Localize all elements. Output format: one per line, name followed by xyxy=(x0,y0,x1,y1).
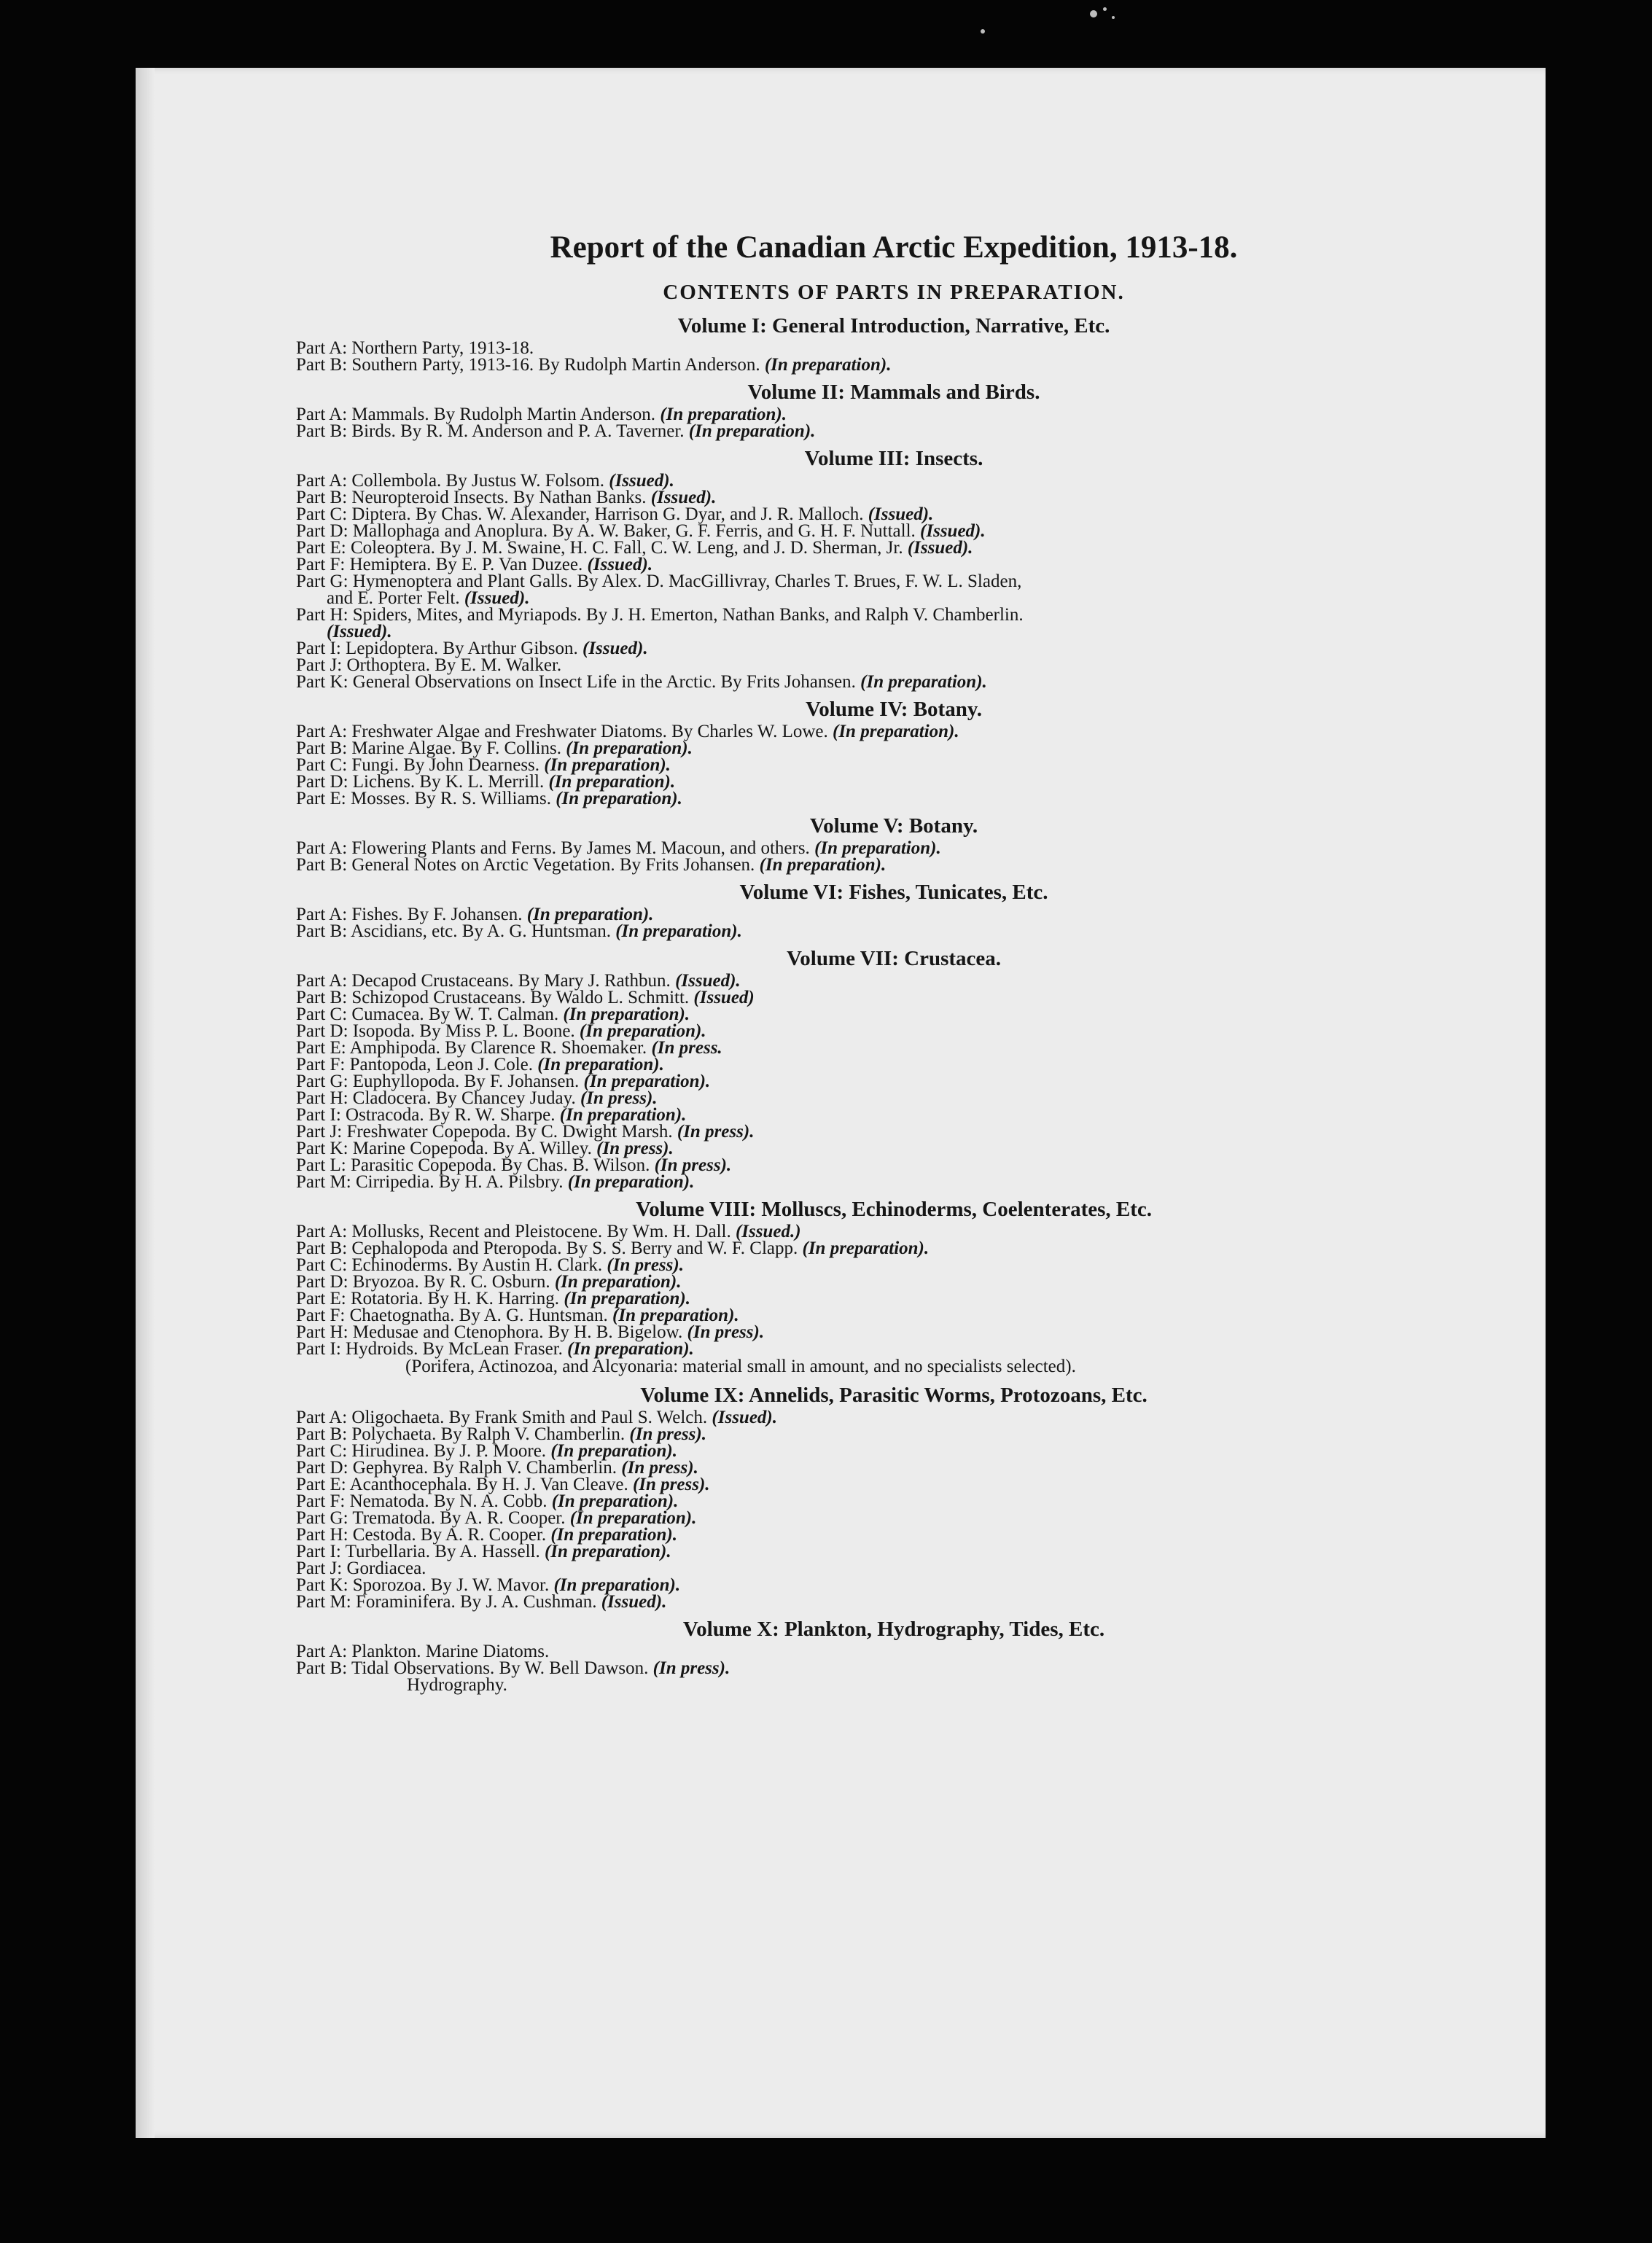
part-text: Mammals. By Rudolph Martin Anderson. xyxy=(351,405,656,424)
part-label: Part H: xyxy=(296,1088,348,1108)
part-label: Part B: xyxy=(296,921,348,941)
part-entry xyxy=(296,1257,1492,1273)
part-text: Freshwater Algae and Freshwater Diatoms. By Charles W. Lowe. xyxy=(351,722,828,741)
part-label: Part A: xyxy=(296,971,348,991)
part-label: Part A: xyxy=(296,405,348,424)
part-entry xyxy=(296,556,1492,573)
part-text: Trematoda. By A. R. Cooper. xyxy=(352,1508,566,1528)
volume-section xyxy=(296,879,1492,940)
part-text: Marine Algae. By F. Collins. xyxy=(351,738,561,758)
part-status: (In preparation). xyxy=(612,1306,739,1325)
part-label: Part D: xyxy=(296,1272,348,1292)
part-entry xyxy=(296,1039,1492,1056)
part-label: Part J: xyxy=(296,1559,343,1578)
part-status: (In preparation). xyxy=(537,1055,664,1074)
volume-title: Volume V: Botany. xyxy=(809,814,978,838)
volume-title: Volume IX: Annelids, Parasitic Worms, Protozoans, Etc. xyxy=(640,1384,1148,1407)
part-entry xyxy=(296,840,1492,857)
part-text: Cestoda. By A. R. Cooper. xyxy=(352,1525,547,1545)
part-text: Diptera. By Chas. W. Alexander, Harrison G. Dyar, and J. R. Malloch. xyxy=(351,504,864,524)
part-text: Freshwater Copepoda. By C. Dwight Marsh. xyxy=(346,1122,673,1142)
part-entry xyxy=(296,1090,1492,1107)
part-status: (In preparation). xyxy=(802,1238,930,1258)
part-text: Cephalopoda and Pteropoda. By S. S. Berry and W. F. Clapp. xyxy=(351,1238,798,1258)
part-entry xyxy=(296,1426,1492,1443)
part-entry xyxy=(296,1510,1492,1526)
part-label: Part G: xyxy=(296,1072,348,1091)
part-label: Part M: xyxy=(296,1172,351,1192)
part-status: (In press. xyxy=(651,1038,722,1058)
part-status: (In preparation). xyxy=(615,921,742,941)
part-status: (In preparation). xyxy=(583,1072,711,1091)
part-entry xyxy=(296,757,1492,773)
part-status: (In press). xyxy=(654,1155,732,1175)
part-label: Part C: xyxy=(296,755,348,775)
part-text: Northern Party, 1913-18. xyxy=(351,338,534,358)
part-label: Part J: xyxy=(296,655,343,675)
part-status: (In preparation). xyxy=(554,1272,682,1292)
part-status: (In preparation). xyxy=(759,855,887,875)
part-label: Part I: xyxy=(296,639,341,658)
part-text: Marine Copepoda. By A. Willey. xyxy=(352,1139,592,1158)
part-text: Hemiptera. By E. P. Van Duzee. xyxy=(349,555,583,574)
part-label: Part A: xyxy=(296,1408,348,1427)
part-entry xyxy=(296,1174,1492,1190)
part-entry xyxy=(296,640,1492,657)
part-label: Part K: xyxy=(296,672,348,692)
volume-section xyxy=(296,1382,1492,1610)
part-entry xyxy=(296,1157,1492,1174)
part-entry xyxy=(296,406,1492,423)
part-entry xyxy=(296,1273,1492,1290)
part-entry xyxy=(296,1006,1492,1023)
part-status: (Issued) xyxy=(693,988,755,1007)
part-label: Part F: xyxy=(296,1306,346,1325)
part-status: (In preparation). xyxy=(764,355,892,375)
part-status: (In press). xyxy=(632,1475,710,1494)
part-status: (In press). xyxy=(621,1458,698,1478)
part-entry xyxy=(296,923,1492,940)
part-text: Tidal Observations. By W. Bell Dawson. xyxy=(351,1658,649,1678)
volume-section xyxy=(296,696,1492,807)
part-text: Mosses. By R. S. Williams. xyxy=(351,789,551,808)
volume-title: Volume X: Plankton, Hydrography, Tides, Etc. xyxy=(682,1618,1105,1641)
part-entry xyxy=(296,1023,1492,1039)
part-label: Part B: xyxy=(296,488,348,507)
part-status: (In preparation). xyxy=(688,421,816,441)
part-label: Part J: xyxy=(296,1122,343,1142)
part-entry xyxy=(296,1577,1492,1593)
part-text: Turbellaria. By A. Hassell. xyxy=(345,1542,540,1561)
part-text: Isopoda. By Miss P. L. Boone. xyxy=(352,1021,575,1041)
part-status: (In press). xyxy=(652,1658,730,1678)
volume-title: Volume VII: Crustacea. xyxy=(786,947,1002,970)
part-entry xyxy=(296,506,1492,523)
volume-section xyxy=(296,445,1492,690)
part-status: (Issued). xyxy=(601,1592,667,1612)
part-text: Cirripedia. By H. A. Pilsbry. xyxy=(355,1172,564,1192)
part-status: (Issued). xyxy=(907,538,973,558)
part-label: Part D: xyxy=(296,521,348,541)
part-entry xyxy=(296,674,1492,690)
volume-section xyxy=(296,313,1492,373)
part-entry xyxy=(296,1643,1492,1660)
part-status: (In preparation). xyxy=(567,1172,695,1192)
part-label: Part G: xyxy=(296,1508,348,1528)
part-text: Lichens. By K. L. Merrill. xyxy=(352,772,545,792)
part-status: (In preparation). xyxy=(550,1441,677,1461)
part-entry xyxy=(296,1476,1492,1493)
part-entry xyxy=(296,489,1492,506)
part-status: (Issued). xyxy=(675,971,741,991)
part-text: Southern Party, 1913-16. By Rudolph Martin Anderson. xyxy=(351,355,760,375)
part-label: Part A: xyxy=(296,722,348,741)
part-entry xyxy=(296,1073,1492,1090)
part-label: Part B: xyxy=(296,855,348,875)
scan-speck xyxy=(1103,7,1107,11)
document-page xyxy=(136,68,1546,2138)
part-entry xyxy=(296,1593,1492,1610)
part-text: Mallophaga and Anoplura. By A. W. Baker, G. F. Ferris, and G. H. F. Nuttall. xyxy=(352,521,916,541)
part-entry xyxy=(296,1290,1492,1307)
part-entry xyxy=(296,1543,1492,1560)
part-label: Part I: xyxy=(296,1105,341,1125)
part-status: (In preparation). xyxy=(567,1339,694,1359)
part-entry xyxy=(296,1341,1492,1357)
part-status: (In preparation). xyxy=(544,755,671,775)
volume-title: Volume III: Insects. xyxy=(804,447,983,470)
part-status: (Issued.) xyxy=(735,1222,801,1241)
part-status: (In preparation). xyxy=(548,772,676,792)
part-text: General Notes on Arctic Vegetation. By Frits Johansen. xyxy=(351,855,755,875)
part-label: Part I: xyxy=(296,1542,341,1561)
volume-title: Volume II: Mammals and Birds. xyxy=(747,381,1040,404)
part-text: General Observations on Insect Life in the Arctic. By Frits Johansen. xyxy=(352,672,856,692)
part-status: (In preparation). xyxy=(544,1542,671,1561)
part-status: (In preparation). xyxy=(556,789,682,808)
part-status: (In press). xyxy=(687,1322,765,1342)
part-status: (In preparation). xyxy=(814,838,941,858)
volume-title: Volume VI: Fishes, Tunicates, Etc. xyxy=(739,881,1048,904)
part-status: (In preparation). xyxy=(579,1021,706,1041)
part-text: Schizopod Crustaceans. By Waldo L. Schmitt. xyxy=(351,988,690,1007)
part-text: Ascidians, etc. By A. G. Huntsman. xyxy=(351,921,611,941)
part-text: Fishes. By F. Johansen. xyxy=(351,905,523,924)
part-entry xyxy=(296,539,1492,556)
part-continuation xyxy=(296,1677,1492,1693)
part-entry xyxy=(296,1493,1492,1510)
part-label: Part K: xyxy=(296,1575,348,1595)
part-label: Part A: xyxy=(296,905,348,924)
part-label: Part A: xyxy=(296,838,348,858)
part-label: Part C: xyxy=(296,1441,348,1461)
part-text: Nematoda. By N. A. Cobb. xyxy=(349,1491,548,1511)
part-text: Cladocera. By Chancey Juday. xyxy=(352,1088,576,1108)
part-entry xyxy=(296,1324,1492,1341)
part-status: (In preparation). xyxy=(660,405,787,424)
part-text: Gephyrea. By Ralph V. Chamberlin. xyxy=(352,1458,617,1478)
part-text: Spiders, Mites, and Myriapods. By J. H. Emerton, Nathan Banks, and Ralph V. Chamberlin. xyxy=(352,605,1024,625)
part-entry xyxy=(296,340,1492,356)
scan-speck xyxy=(1112,16,1115,19)
part-entry xyxy=(296,1140,1492,1157)
part-text: Foraminifera. By J. A. Cushman. xyxy=(355,1592,597,1612)
continuation-text: Hydrography. xyxy=(407,1675,507,1695)
part-text: Medusae and Ctenophora. By H. B. Bigelow. xyxy=(352,1322,683,1342)
part-entry xyxy=(296,1107,1492,1123)
part-text: Cumacea. By W. T. Calman. xyxy=(351,1005,559,1024)
part-text: Orthoptera. By E. M. Walker. xyxy=(346,655,562,675)
part-label: Part A: xyxy=(296,1222,348,1241)
part-text: Fungi. By John Dearness. xyxy=(351,755,540,775)
part-status: (Issued). xyxy=(868,504,934,524)
part-entry xyxy=(296,723,1492,740)
part-label: Part C: xyxy=(296,1255,348,1275)
part-entry xyxy=(296,523,1492,539)
volume-section xyxy=(296,1616,1492,1693)
part-entry xyxy=(296,790,1492,807)
part-status: (In preparation). xyxy=(569,1508,697,1528)
continuation-status: (Issued). xyxy=(327,622,392,641)
part-label: Part A: xyxy=(296,471,348,491)
part-entry xyxy=(296,1056,1492,1073)
part-text: Hymenoptera and Plant Galls. By Alex. D. MacGillivray, Charles T. Brues, F. W. L. Sladen, xyxy=(352,572,1022,591)
volume-title: Volume I: General Introduction, Narrative, Etc. xyxy=(677,314,1110,338)
part-status: (Issued). xyxy=(583,639,648,658)
part-label: Part E: xyxy=(296,1038,346,1058)
part-entry xyxy=(296,1443,1492,1459)
volumes-list xyxy=(296,313,1492,1693)
part-entry xyxy=(296,356,1492,373)
part-entry xyxy=(296,857,1492,873)
part-status: (In preparation). xyxy=(551,1491,679,1511)
volume-section xyxy=(296,1196,1492,1376)
part-text: Chaetognatha. By A. G. Huntsman. xyxy=(349,1306,608,1325)
part-label: Part M: xyxy=(296,1592,351,1612)
part-entry xyxy=(296,606,1492,623)
part-status: (In press). xyxy=(629,1424,706,1444)
part-text: Hydroids. By McLean Fraser. xyxy=(346,1339,563,1359)
part-label: Part H: xyxy=(296,1525,348,1545)
document-body xyxy=(296,227,1492,1693)
part-text: Flowering Plants and Ferns. By James M. Macoun, and others. xyxy=(351,838,810,858)
part-text: Gordiacea. xyxy=(346,1559,426,1578)
part-label: Part D: xyxy=(296,1458,348,1478)
part-status: (In press). xyxy=(596,1139,674,1158)
part-status: (Issued). xyxy=(712,1408,777,1427)
part-text: Lepidoptera. By Arthur Gibson. xyxy=(346,639,578,658)
part-label: Part F: xyxy=(296,555,346,574)
volume-section xyxy=(296,813,1492,873)
part-entry xyxy=(296,773,1492,790)
part-status: (In preparation). xyxy=(526,905,654,924)
part-text: Bryozoa. By R. C. Osburn. xyxy=(352,1272,550,1292)
part-entry xyxy=(296,1223,1492,1240)
part-continuation xyxy=(296,623,1492,640)
part-entry xyxy=(296,1459,1492,1476)
part-label: Part D: xyxy=(296,1021,348,1041)
document-subtitle: CONTENTS OF PARTS IN PREPARATION. xyxy=(663,281,1125,304)
part-label: Part B: xyxy=(296,355,348,375)
part-label: Part B: xyxy=(296,988,348,1007)
part-text: Echinoderms. By Austin H. Clark. xyxy=(351,1255,603,1275)
part-status: (In press). xyxy=(677,1122,755,1142)
part-text: Neuropteroid Insects. By Nathan Banks. xyxy=(351,488,647,507)
volume-note: (Porifera, Actinozoa, and Alcyonaria: material small in amount, and no specialists selected). xyxy=(405,1357,1076,1376)
part-text: Sporozoa. By J. W. Mavor. xyxy=(352,1575,550,1595)
part-entry xyxy=(296,573,1492,590)
part-entry xyxy=(296,906,1492,923)
part-status: (In preparation). xyxy=(860,672,987,692)
part-label: Part F: xyxy=(296,1491,346,1511)
part-text: Polychaeta. By Ralph V. Chamberlin. xyxy=(351,1424,626,1444)
part-label: Part L: xyxy=(296,1155,346,1175)
part-text: Ostracoda. By R. W. Sharpe. xyxy=(346,1105,556,1125)
scan-speck xyxy=(1090,10,1097,17)
document-title: Report of the Canadian Arctic Expedition, 1913-18. xyxy=(550,230,1238,265)
part-label: Part A: xyxy=(296,338,348,358)
part-label: Part B: xyxy=(296,1658,348,1678)
part-entry xyxy=(296,972,1492,989)
part-label: Part I: xyxy=(296,1339,341,1359)
scan-speck xyxy=(981,29,985,34)
part-label: Part B: xyxy=(296,738,348,758)
part-label: Part C: xyxy=(296,1005,348,1024)
volume-section xyxy=(296,945,1492,1190)
part-entry xyxy=(296,1240,1492,1257)
part-status: (In press). xyxy=(607,1255,684,1275)
part-label: Part C: xyxy=(296,504,348,524)
part-label: Part B: xyxy=(296,1424,348,1444)
part-entry xyxy=(296,1660,1492,1677)
part-text: Collembola. By Justus W. Folsom. xyxy=(351,471,604,491)
part-entry xyxy=(296,657,1492,674)
part-label: Part E: xyxy=(296,1289,346,1308)
part-entry xyxy=(296,740,1492,757)
part-entry xyxy=(296,1307,1492,1324)
part-label: Part H: xyxy=(296,1322,348,1342)
part-text: Pantopoda, Leon J. Cole. xyxy=(349,1055,533,1074)
part-label: Part B: xyxy=(296,421,348,441)
part-text: Amphipoda. By Clarence R. Shoemaker. xyxy=(349,1038,647,1058)
volume-title: Volume VIII: Molluscs, Echinoderms, Coelenterates, Etc. xyxy=(635,1198,1153,1221)
part-label: Part E: xyxy=(296,1475,346,1494)
part-entry xyxy=(296,1409,1492,1426)
part-continuation xyxy=(296,590,1492,606)
part-status: (In preparation). xyxy=(563,1005,690,1024)
part-text: Coleoptera. By J. M. Swaine, H. C. Fall, C. W. Leng, and J. D. Sherman, Jr. xyxy=(351,538,903,558)
part-status: (In preparation). xyxy=(564,1289,690,1308)
part-text: Rotatoria. By H. K. Harring. xyxy=(351,1289,560,1308)
part-status: (In preparation). xyxy=(553,1575,681,1595)
part-text: Parasitic Copepoda. By Chas. B. Wilson. xyxy=(351,1155,650,1175)
part-text: Acanthocephala. By H. J. Van Cleave. xyxy=(349,1475,628,1494)
part-status: (In preparation). xyxy=(559,1105,687,1125)
part-entry xyxy=(296,1526,1492,1543)
part-status: (Issued). xyxy=(920,521,986,541)
part-status: (In preparation). xyxy=(833,722,959,741)
volume-title: Volume IV: Botany. xyxy=(806,698,982,721)
part-text: Hirudinea. By J. P. Moore. xyxy=(351,1441,547,1461)
part-entry xyxy=(296,423,1492,440)
part-label: Part E: xyxy=(296,789,346,808)
part-text: Decapod Crustaceans. By Mary J. Rathbun. xyxy=(351,971,671,991)
part-status: (Issued). xyxy=(609,471,674,491)
part-status: (In preparation). xyxy=(550,1525,677,1545)
part-label: Part A: xyxy=(296,1642,348,1661)
continuation-text: and E. Porter Felt. xyxy=(327,588,460,608)
part-text: Plankton. Marine Diatoms. xyxy=(351,1642,550,1661)
volume-section xyxy=(296,379,1492,440)
part-entry xyxy=(296,1123,1492,1140)
part-status: (Issued). xyxy=(650,488,717,507)
part-label: Part G: xyxy=(296,572,348,591)
part-status: (In preparation). xyxy=(566,738,693,758)
part-status: (Issued). xyxy=(587,555,653,574)
part-label: Part D: xyxy=(296,772,348,792)
part-label: Part F: xyxy=(296,1055,346,1074)
part-status: (In press). xyxy=(580,1088,658,1108)
part-text: Euphyllopoda. By F. Johansen. xyxy=(352,1072,580,1091)
part-text: Birds. By R. M. Anderson and P. A. Taverner. xyxy=(351,421,685,441)
part-label: Part E: xyxy=(296,538,346,558)
part-label: Part B: xyxy=(296,1238,348,1258)
part-entry xyxy=(296,989,1492,1006)
continuation-status: (Issued). xyxy=(464,588,530,608)
part-label: Part K: xyxy=(296,1139,348,1158)
part-text: Mollusks, Recent and Pleistocene. By Wm. H. Dall. xyxy=(351,1222,731,1241)
part-entry xyxy=(296,1560,1492,1577)
part-text: Oligochaeta. By Frank Smith and Paul S. Welch. xyxy=(351,1408,708,1427)
part-label: Part H: xyxy=(296,605,348,625)
part-entry xyxy=(296,472,1492,489)
